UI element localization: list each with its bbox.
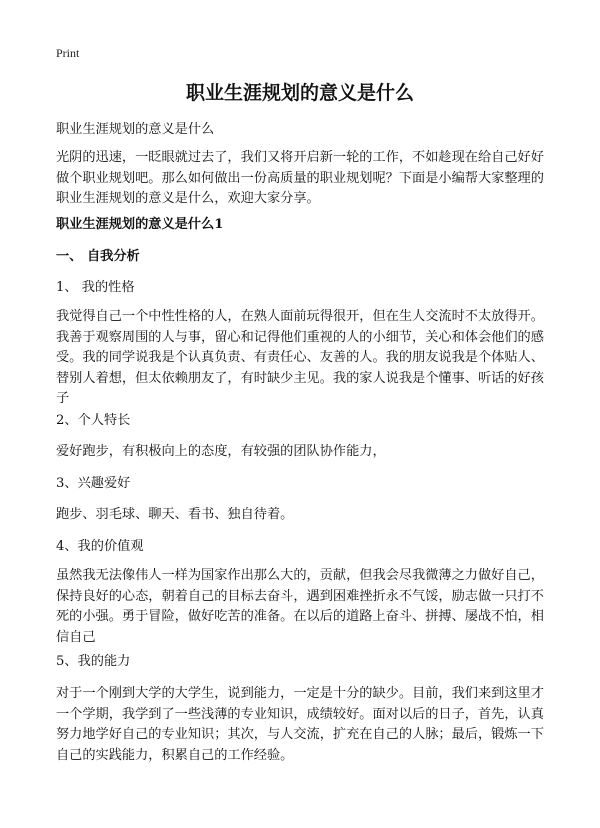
item-body-hobbies: 跑步、羽毛球、聊天、看书、独自待着。 — [56, 507, 294, 522]
item-heading-abilities: 5、我的能力 — [56, 654, 131, 669]
part-heading: 一、 自我分析 — [56, 249, 140, 264]
item-heading-personality: 1、 我的性格 — [56, 280, 135, 295]
item-body-specialty: 爱好跑步，有积极向上的态度，有较强的团队协作能力， — [56, 444, 386, 459]
document-title: 职业生涯规划的意义是什么 — [185, 82, 414, 104]
item-heading-hobbies: 3、兴趣爱好 — [56, 476, 131, 491]
item-heading-specialty: 2、个人特长 — [56, 413, 131, 428]
item-body-personality: 我觉得自己一个中性性格的人，在熟人面前玩得很开，但在生人交流时不太放得开。我善于观察周围的人与事，留心和记得他们重视的人的小细节，关心和体会他们的感受。我的同学说我是个认真负责、有责任心、友善的人。我的朋友说我是个体贴人、替别人着想，但太依赖朋友了，有时缺少主见。我的家人说我是个懂事、听话的好孩子 — [56, 309, 544, 406]
intro-paragraph: 光阴的迅速，一眨眼就过去了，我们又将开启新一轮的工作，不如趁现在给自己好好做个职业规划吧。那么如何做出一份高质量的职业规划呢？下面是小编帮大家整理的职业生涯规划的意义是什么，欢迎大家分享。 — [56, 150, 544, 206]
item-body-abilities: 对于一个刚到大学的大学生，说到能力，一定是十分的缺少。目前，我们来到这里才一个学期，我学到了一些浅薄的专业知识，成绩较好。面对以后的日子，首先，认真努力地学好自己的专业知识；其次，与人交流，扩充在自己的人脉；最后，锻炼一下自己的实践能力，积累自己的工作经验。 — [56, 686, 544, 763]
document-subtitle: 职业生涯规划的意义是什么 — [56, 122, 215, 137]
section-heading: 职业生涯规划的意义是什么1 — [56, 217, 224, 232]
print-link[interactable]: Print — [56, 46, 80, 60]
item-body-values: 虽然我无法像伟人一样为国家作出那么大的，贡献，但我会尽我微薄之力做好自己，保持良好的心态，朝着自己的目标去奋斗，遇到困难挫折永不气馁，励志做一只打不死的小强。勇于冒险，做好吃苦的准备。在以后的道路上奋斗、拼搏、屡战不怕，相信自己 — [56, 568, 544, 645]
item-heading-values: 4、我的价值观 — [56, 539, 144, 554]
